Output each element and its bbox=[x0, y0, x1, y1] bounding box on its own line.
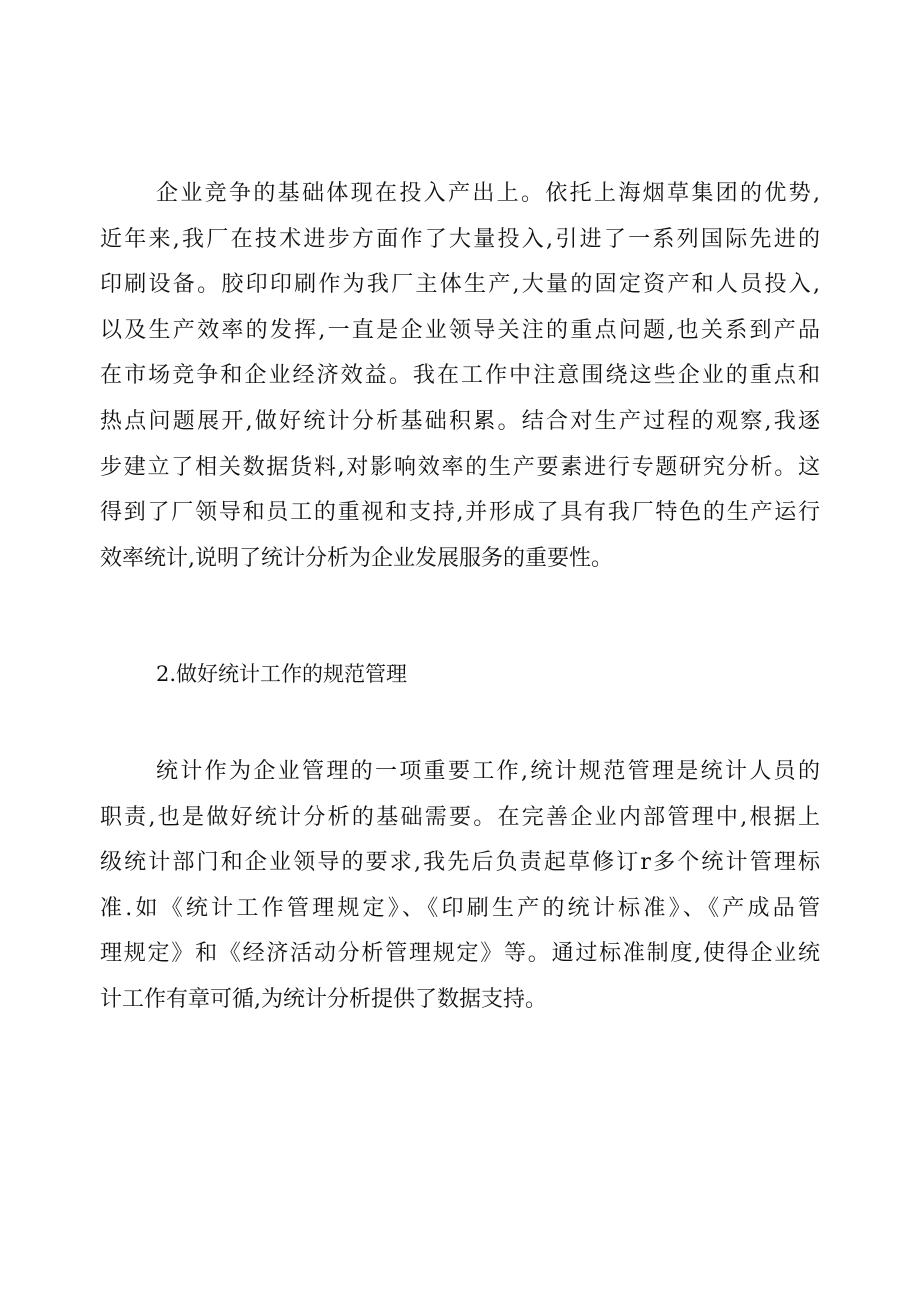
section-heading-block bbox=[100, 652, 820, 698]
paragraph-line: 得到了厂领导和员工的重视和支持,并形成了具有我厂特色的生产运行 bbox=[100, 500, 820, 526]
paragraph-line: 企业竞争的基础体现在投入产出上。依托上海烟草集团的优势, bbox=[156, 181, 820, 206]
paragraph-standards bbox=[100, 749, 820, 1023]
section-heading: 2.做好统计工作的规范管理 bbox=[156, 662, 408, 686]
paragraph-line: 级统计部门和企业领导的要求,我先后负责起草修订r多个统计管理标 bbox=[100, 850, 820, 876]
paragraph-line: 印刷设备。胶印印刷作为我厂主体生产,大量的固定资产和人员投入, bbox=[100, 272, 820, 298]
paragraph-line: 统计作为企业管理的一项重要工作,统计规范管理是统计人员的 bbox=[156, 759, 820, 784]
paragraph-line: 职责,也是做好统计分析的基础需要。在完善企业内部管理中,根据上 bbox=[100, 804, 820, 830]
paragraph-line: 步建立了相关数据货料,对影响效率的生产要素进行专题研究分析。这 bbox=[100, 454, 820, 480]
paragraph-investment bbox=[100, 171, 820, 581]
paragraph-line: 以及生产效率的发挥,一直是企业领导关注的重点问题,也关系到产品 bbox=[100, 317, 820, 343]
paragraph-line: 近年来,我厂在技术进步方面作了大量投入,引进了一系列国际先进的 bbox=[100, 226, 820, 252]
paragraph-line: 在市场竞争和企业经济效益。我在工作中注意围绕这些企业的重点和 bbox=[100, 363, 820, 389]
paragraph-line: 热点问题展开,做好统计分析基础积累。结合对生产过程的观察,我逐 bbox=[100, 408, 820, 434]
paragraph-line: 准.如《统计工作管理规定》、《印刷生产的统计标准》、《产成品管 bbox=[100, 895, 820, 921]
paragraph-line: 理规定》和《经济活动分析管理规定》等。通过标准制度,使得企业统 bbox=[100, 941, 820, 967]
paragraph-line: 效率统计,说明了统计分析为企业发展服务的重要性。 bbox=[100, 545, 613, 571]
paragraph-line: 计工作有章可循,为统计分析提供了数据支持。 bbox=[100, 986, 547, 1012]
